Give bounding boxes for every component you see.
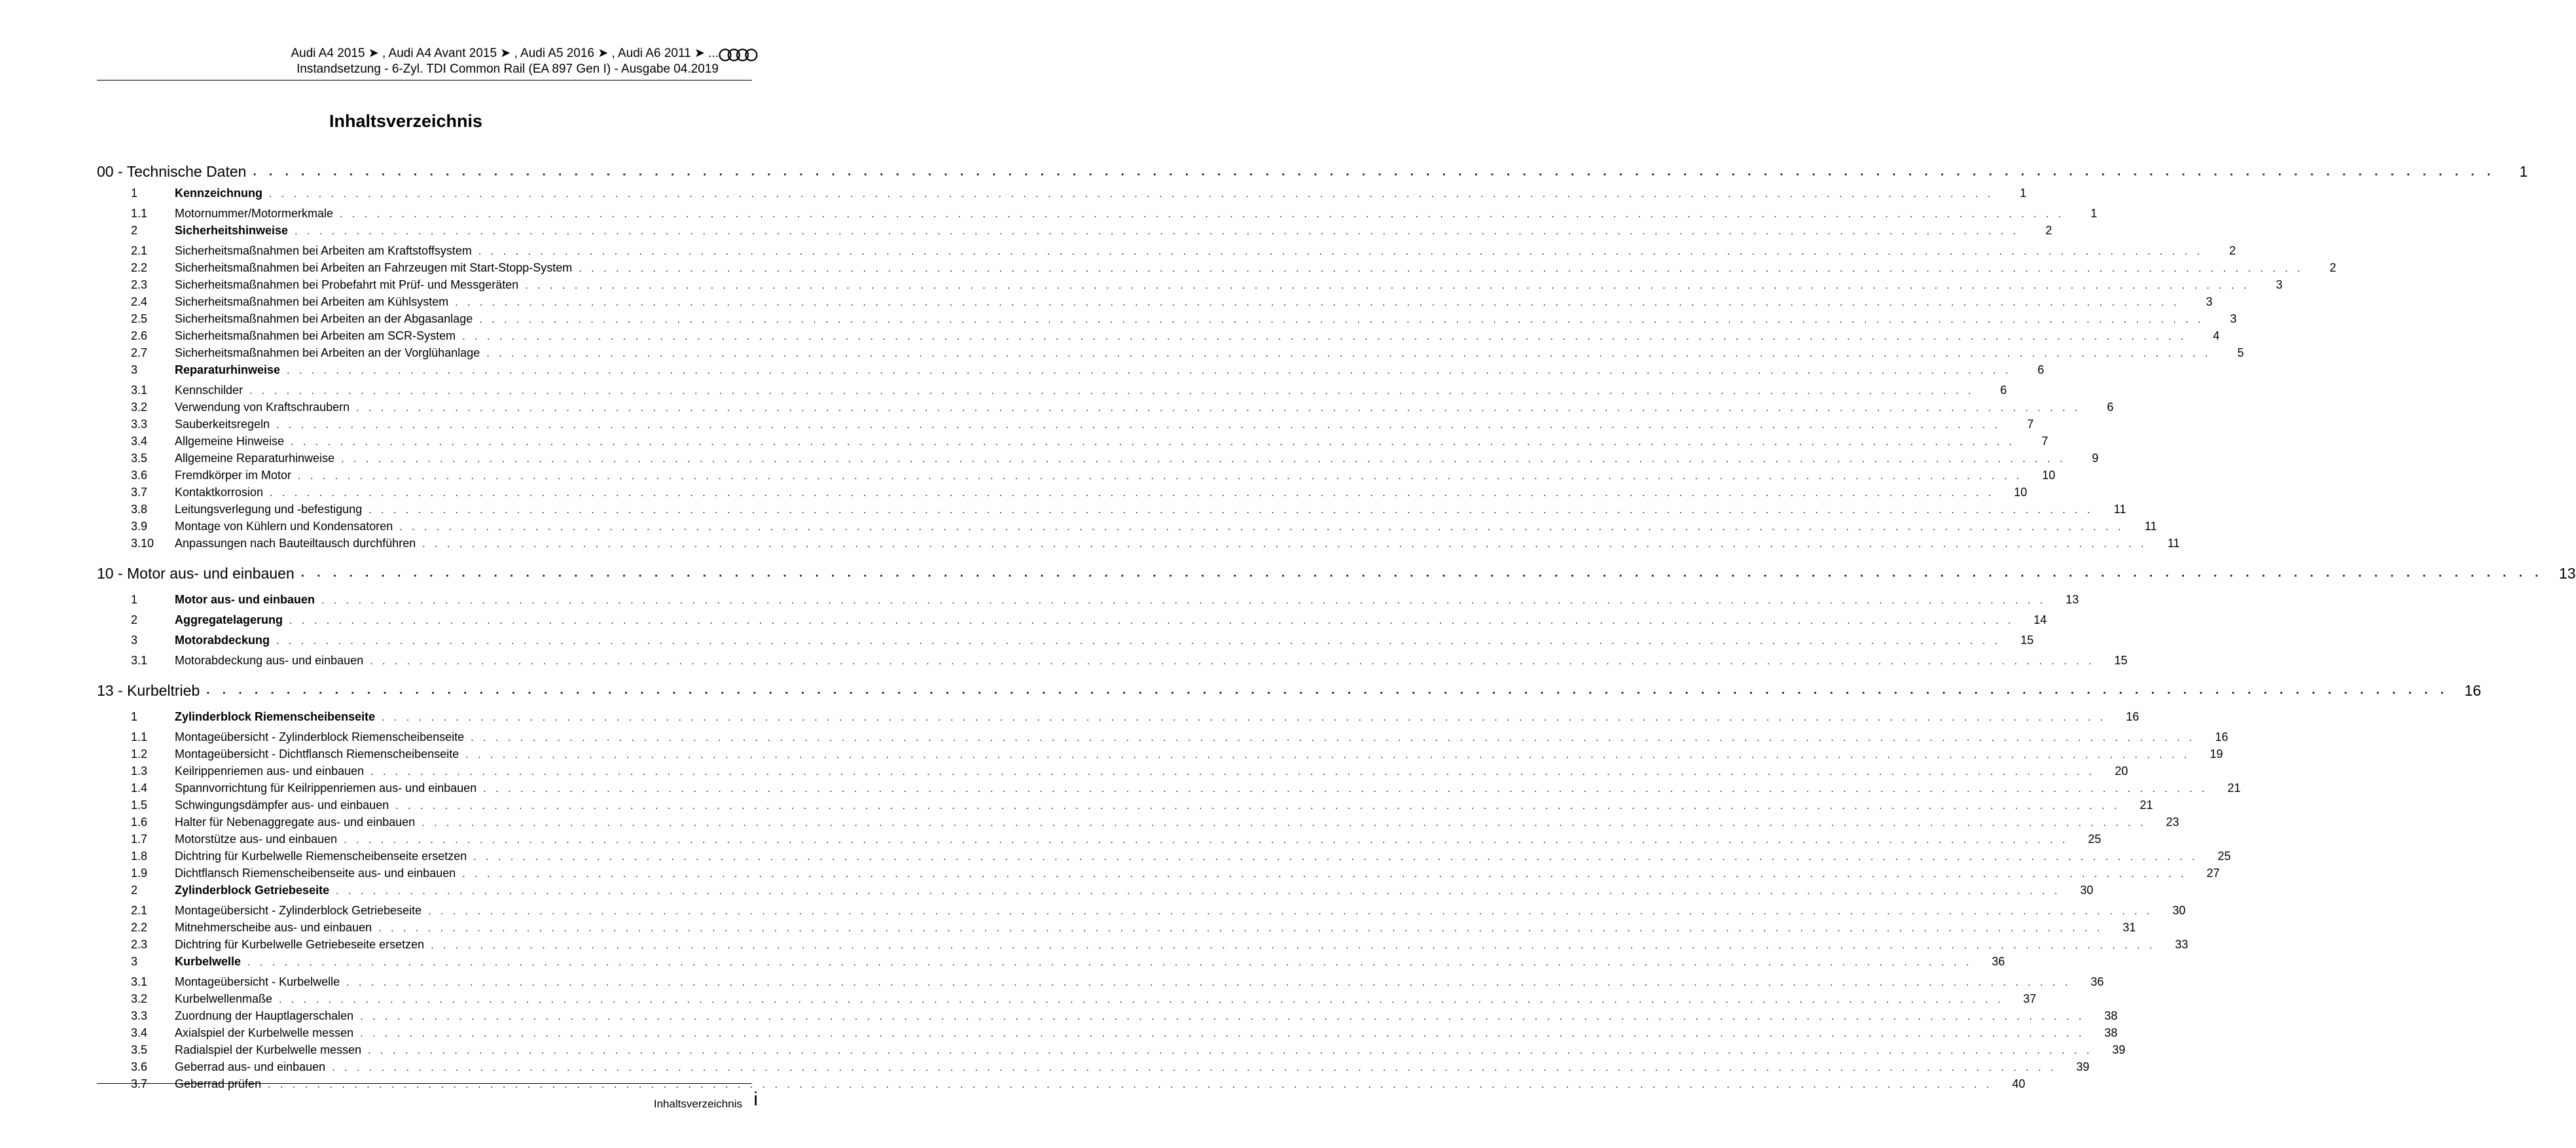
toc-dot-leader: . . . . . . . . . . . . . . . . . . . . . . . . . . . . . . . . . . . . . . . . . . . . . . . . . . . . . . . . . . . . . . . . . . . . . . . . . . . . . . . . . . . . . . . . . . . . . . . . . . . . . . . . . . . . . . . . . . . . . . . . . . . . . . . . . . . . . . . . . . . . — [270, 488, 1995, 499]
toc-sub-entry[interactable] — [97, 850, 2231, 867]
toc-entry-title: Geberrad aus- und einbauen — [175, 1060, 326, 1073]
toc-sub-entry[interactable] — [97, 654, 2128, 671]
toc-entry-page: 36 — [2090, 975, 2104, 988]
toc-sub-entry[interactable] — [97, 816, 2179, 833]
footer-divider — [97, 1083, 752, 1084]
toc-section-entry[interactable] — [97, 884, 2094, 904]
toc-entry-page: 11 — [2113, 503, 2126, 516]
toc-entry-title: Aggregatelagerung — [175, 613, 283, 626]
toc-entry-title: Reparaturhinweise — [175, 363, 281, 376]
toc-dot-leader: . . . . . . . . . . . . . . . . . . . . . . . . . . . . . . . . . . . . . . . . . . . . . . . . . . . . . . . . . . . . . . . . . . . . . . . . . . . . . . . . . . . . . . . . . . . . . . . . . . . . . . . . . . . . . . . . . . . . . . . . . . . . . . . . . . . . . . . . . . . . — [421, 817, 2147, 829]
toc-entry-page: 16 — [2126, 710, 2139, 723]
toc-dot-leader: . . . . . . . . . . . . . . . . . . . . . . . . . . . . . . . . . . . . . . . . . . . . . . . . . . . . . . . . . . . . . . . . . . . . . . . . . . . . . . . . . . . . . . . . . . . . . . . . . . . . . . . . . . . . . . . . . . . . . . . . . . . . . . . . . . . . . . . . . . . . — [473, 852, 2198, 863]
toc-entry-page: 21 — [2227, 781, 2241, 795]
toc-entry-title: Kontaktkorrosion — [175, 486, 264, 499]
toc-entry-number: 3.1 — [131, 975, 148, 988]
toc-dot-leader: . . . . . . . . . . . . . . . . . . . . . . . . . . . . . . . . . . . . . . . . . . . . . . . . . . . . . . . . . . . . . . . . . . . . . . . . . . . . . . . . . . . . . . . . . . . . . . . . . . . . . . . . . . . . . . . . . . . . . . . . . . . . . . . . . . . . . . . . . . . . — [291, 437, 2016, 448]
toc-sub-entry[interactable] — [97, 295, 2213, 312]
toc-dot-leader: . . . . . . . . . . . . . . . . . . . . . . . . . . . . . . . . . . . . . . . . . . . . . . . . . . . . . . . . . . . . . . . . . . . . . . . . . . . . . . . . . . . . . . . . . . . . . . . . . . . . . . . . . . . . . . . . . . . . . . . . . . . . . . . . . . . . . . . . . . . . — [455, 297, 2180, 308]
toc-entry-title: Montageübersicht - Zylinderblock Getriebeseite — [175, 904, 422, 917]
toc-entry-number: 3.4 — [131, 1026, 148, 1039]
toc-sub-entry[interactable] — [97, 384, 2007, 401]
toc-entry-page: 6 — [2107, 401, 2114, 414]
toc-entry-number: 3 — [131, 955, 138, 968]
toc-entry-title: Montageübersicht - Dichtflansch Riemenscheibenseite — [175, 747, 459, 761]
toc-entry-title: Leitungsverlegung und -befestigung — [175, 503, 363, 516]
toc-entry-number: 3.5 — [131, 1043, 148, 1056]
toc-dot-leader: . . . . . . . . . . . . . . . . . . . . . . . . . . . . . . . . . . . . . . . . . . . . . . . . . . . . . . . . . . . . . . . . . . . . . . . . . . . . . . . . . . . . . . . . . . . . . . . . . . . . . . . . . . . . . . . . . . . . . . . . . . . . . . . . . . . . . . . . . . . . — [462, 869, 2187, 880]
toc-entry-title: Sicherheitsmaßnahmen bei Arbeiten am Kühlsystem — [175, 295, 449, 308]
toc-entry-page: 2 — [2045, 224, 2052, 237]
toc-entry-page: 16 — [2464, 681, 2482, 699]
toc-entry-title: Kennzeichnung — [175, 187, 262, 200]
toc-entry-page: 11 — [2167, 537, 2180, 550]
toc-entry-number: 2.3 — [131, 938, 148, 951]
toc-entry-title: Verwendung von Kraftschraubern — [175, 401, 350, 414]
toc-sub-entry[interactable] — [97, 1043, 2126, 1060]
toc-dot-leader: . . . . . . . . . . . . . . . . . . . . . . . . . . . . . . . . . . . . . . . . . . . . . . . . . . . . . . . . . . . . . . . . . . . . . . . . . . . . . . . . . . . . . . . . . . . . . . . . . . . . . . . . . . . . . . . . . . . . . . . . . . . . . . . . . . . . . . . . . . . . — [479, 314, 2204, 325]
toc-entry-page: 3 — [2276, 278, 2283, 291]
toc-dot-leader: . . . . . . . . . . . . . . . . . . . . . . . . . . . . . . . . . . . . . . . . . . . . . . . . . . . . . . . . . . . . . . . . . . . . . . . . . . . . . . . . . . . . . . . . . . . . . . . . . . . . . . . . . . . . . . . . . . . . . . . . . . . . . . . . . . . . . . . . . . . . — [300, 566, 2543, 580]
toc-dot-leader: . . . . . . . . . . . . . . . . . . . . . . . . . . . . . . . . . . . . . . . . . . . . . . . . . . . . . . . . . . . . . . . . . . . . . . . . . . . . . . . . . . . . . . . . . . . . . . . . . . . . . . . . . . . . . . . . . . . . . . . . . . . . . . . . . . . . . . . . . . . . — [360, 1028, 2085, 1039]
toc-entry-title: 13 - Kurbeltrieb — [97, 681, 200, 699]
toc-entry-page: 7 — [2041, 435, 2048, 448]
toc-entry-title: Dichtflansch Riemenscheibenseite aus- und einbauen — [175, 867, 456, 880]
toc-entry-number: 2 — [131, 224, 138, 237]
toc-entry-page: 38 — [2104, 1009, 2118, 1022]
toc-entry-page: 31 — [2122, 921, 2136, 934]
toc-entry-title: Motorabdeckung — [175, 634, 270, 647]
toc-entry-number: 1.7 — [131, 833, 148, 846]
toc-dot-leader: . . . . . . . . . . . . . . . . . . . . . . . . . . . . . . . . . . . . . . . . . . . . . . . . . . . . . . . . . . . . . . . . . . . . . . . . . . . . . . . . . . . . . . . . . . . . . . . . . . . . . . . . . . . . . . . . . . . . . . . . . . . . . . . . . . . . . . . . . . . . — [370, 656, 2095, 667]
toc-entry-page: 5 — [2237, 346, 2244, 359]
toc-sub-entry[interactable] — [97, 975, 2104, 992]
toc-entry-number: 2 — [131, 613, 138, 626]
toc-dot-leader: . . . . . . . . . . . . . . . . . . . . . . . . . . . . . . . . . . . . . . . . . . . . . . . . . . . . . . . . . . . . . . . . . . . . . . . . . . . . . . . . . . . . . . . . . . . . . . . . . . . . . . . . . . . . . . . . . . . . . . . . . . . . . . . . . . . . . . . . . . . . — [360, 1011, 2085, 1022]
toc-entry-number: 1.5 — [131, 798, 148, 812]
toc-entry-title: Kurbelwellenmaße — [175, 992, 273, 1005]
toc-entry-title: Kennschilder — [175, 384, 243, 397]
toc-entry-title: Motor aus- und einbauen — [175, 593, 315, 606]
page-number: i — [753, 1088, 758, 1110]
toc-entry-page: 33 — [2175, 938, 2189, 951]
toc-sub-entry[interactable] — [97, 244, 2236, 261]
toc-dot-leader: . . . . . . . . . . . . . . . . . . . . . . . . . . . . . . . . . . . . . . . . . . . . . . . . . . . . . . . . . . . . . . . . . . . . . . . . . . . . . . . . . . . . . . . . . . . . . . . . . . . . . . . . . . . . . . . . . . . . . . . . . . . . . . . . . . . . . . . . . . . . — [253, 164, 2496, 179]
toc-entry-page: 23 — [2166, 816, 2179, 829]
toc-dot-leader: . . . . . . . . . . . . . . . . . . . . . . . . . . . . . . . . . . . . . . . . . . . . . . . . . . . . . . . . . . . . . . . . . . . . . . . . . . . . . . . . . . . . . . . . . . . . . . . . . . . . . . . . . . . . . . . . . . . . . . . . . . . . . . . . . . . . . . . . . . . . — [431, 940, 2156, 951]
toc-section-entry[interactable] — [97, 363, 2045, 384]
toc-sub-entry[interactable] — [97, 207, 2098, 224]
toc-chapter-entry[interactable] — [97, 671, 2482, 710]
toc-entry-number: 3.4 — [131, 435, 148, 448]
toc-sub-entry[interactable] — [97, 798, 2153, 816]
toc-entry-number: 1.4 — [131, 781, 148, 795]
toc-dot-leader: . . . . . . . . . . . . . . . . . . . . . . . . . . . . . . . . . . . . . . . . . . . . . . . . . . . . . . . . . . . . . . . . . . . . . . . . . . . . . . . . . . . . . . . . . . . . . . . . . . . . . . . . . . . . . . . . . . . . . . . . . . . . . . . . . . . . . . . . . . . . — [382, 712, 2107, 723]
toc-sub-entry[interactable] — [97, 278, 2283, 295]
toc-sub-entry[interactable] — [97, 764, 2128, 781]
toc-entry-number: 2.4 — [131, 295, 148, 308]
toc-entry-page: 25 — [2088, 833, 2102, 846]
toc-entry-title: Sicherheitsmaßnahmen bei Arbeiten am Kraftstoffsystem — [175, 244, 472, 257]
toc-entry-number: 3.5 — [131, 452, 148, 465]
toc-dot-leader: . . . . . . . . . . . . . . . . . . . . . . . . . . . . . . . . . . . . . . . . . . . . . . . . . . . . . . . . . . . . . . . . . . . . . . . . . . . . . . . . . . . . . . . . . . . . . . . . . . . . . . . . . . . . . . . . . . . . . . . . . . . . . . . . . . . . . . . . . . . . — [471, 732, 2196, 744]
toc-entry-number: 2.1 — [131, 244, 148, 257]
toc-entry-title: Sauberkeitsregeln — [175, 418, 270, 431]
toc-entry-title: 10 - Motor aus- und einbauen — [97, 564, 295, 582]
toc-entry-page: 1 — [2020, 187, 2027, 200]
toc-entry-page: 21 — [2139, 798, 2153, 812]
page-title: Inhaltsverzeichnis — [329, 111, 483, 131]
toc-entry-title: Montageübersicht - Zylinderblock Riemenscheibenseite — [175, 730, 465, 744]
toc-entry-title: Halter für Nebenaggregate aus- und einbauen — [175, 816, 416, 829]
toc-section-entry[interactable] — [97, 613, 2047, 634]
toc-entry-title: Kurbelwelle — [175, 955, 241, 968]
toc-dot-leader: . . . . . . . . . . . . . . . . . . . . . . . . . . . . . . . . . . . . . . . . . . . . . . . . . . . . . . . . . . . . . . . . . . . . . . . . . . . . . . . . . . . . . . . . . . . . . . . . . . . . . . . . . . . . . . . . . . . . . . . . . . . . . . . . . . . . . . . . . . . . — [279, 994, 2004, 1005]
toc-sub-entry[interactable] — [97, 261, 2336, 278]
toc-entry-page: 20 — [2115, 764, 2128, 778]
toc-entry-number: 1.8 — [131, 850, 148, 863]
toc-entry-page: 15 — [2020, 634, 2034, 647]
toc-sub-entry[interactable] — [97, 435, 2048, 452]
toc-dot-leader: . . . . . . . . . . . . . . . . . . . . . . . . . . . . . . . . . . . . . . . . . . . . . . . . . . . . . . . . . . . . . . . . . . . . . . . . . . . . . . . . . . . . . . . . . . . . . . . . . . . . . . . . . . . . . . . . . . . . . . . . . . . . . . . . . . . . . . . . . . . . — [428, 906, 2153, 917]
toc-entry-number: 1 — [131, 710, 138, 723]
toc-sub-entry[interactable] — [97, 469, 2056, 486]
toc-dot-leader: . . . . . . . . . . . . . . . . . . . . . . . . . . . . . . . . . . . . . . . . . . . . . . . . . . . . . . . . . . . . . . . . . . . . . . . . . . . . . . . . . . . . . . . . . . . . . . . . . . . . . . . . . . . . . . . . . . . . . . . . . . . . . . . . . . . . . . . . . . . . — [206, 683, 2449, 697]
toc-entry-title: Sicherheitsmaßnahmen bei Arbeiten an Fahrzeugen mit Start-Stopp-System — [175, 261, 573, 274]
toc-entry-page: 9 — [2092, 452, 2099, 465]
toc-entry-page: 14 — [2033, 613, 2047, 626]
toc-entry-number: 1.1 — [131, 207, 148, 220]
toc-entry-page: 38 — [2104, 1026, 2118, 1039]
toc-dot-leader: . . . . . . . . . . . . . . . . . . . . . . . . . . . . . . . . . . . . . . . . . . . . . . . . . . . . . . . . . . . . . . . . . . . . . . . . . . . . . . . . . . . . . . . . . . . . . . . . . . . . . . . . . . . . . . . . . . . . . . . . . . . . . . . . . . . . . . . . . . . . — [247, 957, 1973, 968]
toc-dot-leader: . . . . . . . . . . . . . . . . . . . . . . . . . . . . . . . . . . . . . . . . . . . . . . . . . . . . . . . . . . . . . . . . . . . . . . . . . . . . . . . . . . . . . . . . . . . . . . . . . . . . . . . . . . . . . . . . . . . . . . . . . . . . . . . . . . . . . . . . . . . . — [341, 454, 2066, 465]
toc-dot-leader: . . . . . . . . . . . . . . . . . . . . . . . . . . . . . . . . . . . . . . . . . . . . . . . . . . . . . . . . . . . . . . . . . . . . . . . . . . . . . . . . . . . . . . . . . . . . . . . . . . . . . . . . . . . . . . . . . . . . . . . . . . . . . . . . . . . . . . . . . . . . — [276, 636, 2001, 647]
toc-entry-number: 2.2 — [131, 921, 148, 934]
toc-entry-number: 3.2 — [131, 401, 148, 414]
toc-entry-title: Sicherheitsmaßnahmen bei Arbeiten an der Vorglühanlage — [175, 346, 480, 359]
toc-entry-page: 27 — [2206, 867, 2220, 880]
toc-entry-number: 2.3 — [131, 278, 148, 291]
toc-sub-entry[interactable] — [97, 904, 2186, 921]
toc-entry-number: 1 — [131, 187, 138, 200]
toc-sub-entry[interactable] — [97, 921, 2136, 938]
header-manual-edition: Instandsetzung - 6-Zyl. TDI Common Rail (EA 897 Gen I) - Ausgabe 04.2019 — [296, 62, 719, 76]
toc-entry-title: Keilrippenriemen aus- und einbauen — [175, 764, 365, 778]
toc-sub-entry[interactable] — [97, 520, 2157, 537]
toc-entry-title: Motornummer/Motormerkmale — [175, 207, 334, 220]
toc-chapter-entry[interactable] — [97, 157, 2528, 187]
toc-entry-number: 2.2 — [131, 261, 148, 274]
toc-entry-title: Montage von Kühlern und Kondensatoren — [175, 520, 393, 533]
toc-entry-number: 2.7 — [131, 346, 148, 359]
toc-dot-leader: . . . . . . . . . . . . . . . . . . . . . . . . . . . . . . . . . . . . . . . . . . . . . . . . . . . . . . . . . . . . . . . . . . . . . . . . . . . . . . . . . . . . . . . . . . . . . . . . . . . . . . . . . . . . . . . . . . . . . . . . . . . . . . . . . . . . . . . . . . . . — [276, 420, 2001, 431]
toc-entry-title: Allgemeine Hinweise — [175, 435, 285, 448]
toc-entry-number: 1.6 — [131, 816, 148, 829]
toc-entry-number: 3.9 — [131, 520, 148, 533]
toc-entry-title: Sicherheitsmaßnahmen bei Probefahrt mit Prüf- und Messgeräten — [175, 278, 519, 291]
toc-dot-leader: . . . . . . . . . . . . . . . . . . . . . . . . . . . . . . . . . . . . . . . . . . . . . . . . . . . . . . . . . . . . . . . . . . . . . . . . . . . . . . . . . . . . . . . . . . . . . . . . . . . . . . . . . . . . . . . . . . . . . . . . . . . . . . . . . . . . . . . . . . . . — [579, 263, 2304, 274]
toc-dot-leader: . . . . . . . . . . . . . . . . . . . . . . . . . . . . . . . . . . . . . . . . . . . . . . . . . . . . . . . . . . . . . . . . . . . . . . . . . . . . . . . . . . . . . . . . . . . . . . . . . . . . . . . . . . . . . . . . . . . . . . . . . . . . . . . . . . . . . . . . . . . . — [269, 188, 1994, 200]
toc-dot-leader: . . . . . . . . . . . . . . . . . . . . . . . . . . . . . . . . . . . . . . . . . . . . . . . . . . . . . . . . . . . . . . . . . . . . . . . . . . . . . . . . . . . . . . . . . . . . . . . . . . . . . . . . . . . . . . . . . . . . . . . . . . . . . . . . . . . . . . . . . . . . — [298, 471, 2023, 482]
toc-entry-page: 11 — [2144, 520, 2157, 533]
toc-dot-leader: . . . . . . . . . . . . . . . . . . . . . . . . . . . . . . . . . . . . . . . . . . . . . . . . . . . . . . . . . . . . . . . . . . . . . . . . . . . . . . . . . . . . . . . . . . . . . . . . . . . . . . . . . . . . . . . . . . . . . . . . . . . . . . . . . . . . . . . . . . . . — [378, 923, 2103, 934]
toc-sub-entry[interactable] — [97, 867, 2220, 884]
toc-section-entry[interactable] — [97, 710, 2139, 730]
toc-dot-leader: . . . . . . . . . . . . . . . . . . . . . . . . . . . . . . . . . . . . . . . . . . . . . . . . . . . . . . . . . . . . . . . . . . . . . . . . . . . . . . . . . . . . . . . . . . . . . . . . . . . . . . . . . . . . . . . . . . . . . . . . . . . . . . . . . . . . . . . . . . . . — [370, 766, 2096, 778]
toc-entry-page: 10 — [2042, 469, 2056, 482]
toc-entry-number: 3 — [131, 363, 138, 376]
toc-dot-leader: . . . . . . . . . . . . . . . . . . . . . . . . . . . . . . . . . . . . . . . . . . . . . . . . . . . . . . . . . . . . . . . . . . . . . . . . . . . . . . . . . . . . . . . . . . . . . . . . . . . . . . . . . . . . . . . . . . . . . . . . . . . . . . . . . . . . . . . . . . . . — [340, 209, 2065, 220]
toc-entry-number: 3.1 — [131, 654, 148, 667]
toc-entry-title: Montageübersicht - Kurbelwelle — [175, 975, 340, 988]
toc-entry-number: 3.3 — [131, 418, 148, 431]
toc-dot-leader: . . . . . . . . . . . . . . . . . . . . . . . . . . . . . . . . . . . . . . . . . . . . . . . . . . . . . . . . . . . . . . . . . . . . . . . . . . . . . . . . . . . . . . . . . . . . . . . . . . . . . . . . . . . . . . . . . . . . . . . . . . . . . . . . . . . . . . . . . . . . — [287, 365, 2012, 376]
toc-entry-title: Dichtring für Kurbelwelle Getriebeseite ersetzen — [175, 938, 425, 951]
toc-dot-leader: . . . . . . . . . . . . . . . . . . . . . . . . . . . . . . . . . . . . . . . . . . . . . . . . . . . . . . . . . . . . . . . . . . . . . . . . . . . . . . . . . . . . . . . . . . . . . . . . . . . . . . . . . . . . . . . . . . . . . . . . . . . . . . . . . . . . . . . . . . . . — [395, 800, 2120, 812]
toc-entry-number: 1.2 — [131, 747, 148, 761]
toc-entry-page: 16 — [2215, 730, 2228, 744]
toc-entry-number: 3.2 — [131, 992, 148, 1005]
footer-label: Inhaltsverzeichnis — [653, 1098, 742, 1110]
toc-sub-entry[interactable] — [97, 1060, 2090, 1077]
toc-entry-page: 3 — [2206, 295, 2213, 308]
toc-entry-page: 4 — [2213, 329, 2220, 342]
toc-entry-page: 39 — [2112, 1043, 2126, 1056]
toc-entry-number: 2.1 — [131, 904, 148, 917]
toc-sub-entry[interactable] — [97, 346, 2244, 363]
header-divider — [97, 80, 752, 81]
toc-entry-number: 3.6 — [131, 469, 148, 482]
toc-entry-page: 2 — [2229, 244, 2236, 257]
toc-section-entry[interactable] — [97, 224, 2052, 244]
toc-entry-page: 6 — [2037, 363, 2045, 376]
toc-entry-title: Schwingungsdämpfer aus- und einbauen — [175, 798, 389, 812]
toc-section-entry[interactable] — [97, 593, 2079, 613]
toc-dot-leader: . . . . . . . . . . . . . . . . . . . . . . . . . . . . . . . . . . . . . . . . . . . . . . . . . . . . . . . . . . . . . . . . . . . . . . . . . . . . . . . . . . . . . . . . . . . . . . . . . . . . . . . . . . . . . . . . . . . . . . . . . . . . . . . . . . . . . . . . . . . . — [295, 226, 2020, 237]
toc-dot-leader: . . . . . . . . . . . . . . . . . . . . . . . . . . . . . . . . . . . . . . . . . . . . . . . . . . . . . . . . . . . . . . . . . . . . . . . . . . . . . . . . . . . . . . . . . . . . . . . . . . . . . . . . . . . . . . . . . . . . . . . . . . . . . . . . . . . . . . . . . . . . — [346, 977, 2071, 988]
toc-dot-leader: . . . . . . . . . . . . . . . . . . . . . . . . . . . . . . . . . . . . . . . . . . . . . . . . . . . . . . . . . . . . . . . . . . . . . . . . . . . . . . . . . . . . . . . . . . . . . . . . . . . . . . . . . . . . . . . . . . . . . . . . . . . . . . . . . . . . . . . . . . . . — [486, 348, 2211, 359]
header-vehicle-models: Audi A4 2015 ➤ , Audi A4 Avant 2015 ➤ , Audi A5 2016 ➤ , Audi A6 2011 ➤ ... — [291, 46, 719, 60]
toc-dot-leader: . . . . . . . . . . . . . . . . . . . . . . . . . . . . . . . . . . . . . . . . . . . . . . . . . . . . . . . . . . . . . . . . . . . . . . . . . . . . . . . . . . . . . . . . . . . . . . . . . . . . . . . . . . . . . . . . . . . . . . . . . . . . . . . . . . . . . . . . . . . . — [336, 886, 2061, 897]
toc-dot-leader: . . . . . . . . . . . . . . . . . . . . . . . . . . . . . . . . . . . . . . . . . . . . . . . . . . . . . . . . . . . . . . . . . . . . . . . . . . . . . . . . . . . . . . . . . . . . . . . . . . . . . . . . . . . . . . . . . . . . . . . . . . . . . . . . . . . . . . . . . . . . — [465, 749, 2191, 761]
toc-sub-entry[interactable] — [97, 486, 2028, 503]
toc-dot-leader: . . . . . . . . . . . . . . . . . . . . . . . . . . . . . . . . . . . . . . . . . . . . . . . . . . . . . . . . . . . . . . . . . . . . . . . . . . . . . . . . . . . . . . . . . . . . . . . . . . . . . . . . . . . . . . . . . . . . . . . . . . . . . . . . . . . . . . . . . . . . — [249, 386, 1975, 397]
toc-sub-entry[interactable] — [97, 329, 2220, 346]
toc-dot-leader: . . . . . . . . . . . . . . . . . . . . . . . . . . . . . . . . . . . . . . . . . . . . . . . . . . . . . . . . . . . . . . . . . . . . . . . . . . . . . . . . . . . . . . . . . . . . . . . . . . . . . . . . . . . . . . . . . . . . . . . . . . . . . . . . . . . . . . . . . . . . — [321, 595, 2047, 606]
toc-entry-page: 30 — [2080, 884, 2094, 897]
toc-entry-number: 3.8 — [131, 503, 148, 516]
toc-entry-page: 10 — [2014, 486, 2028, 499]
toc-sub-entry[interactable] — [97, 503, 2126, 520]
toc-entry-title: Spannvorrichtung für Keilrippenriemen aus- und einbauen — [175, 781, 477, 795]
toc-dot-leader: . . . . . . . . . . . . . . . . . . . . . . . . . . . . . . . . . . . . . . . . . . . . . . . . . . . . . . . . . . . . . . . . . . . . . . . . . . . . . . . . . . . . . . . . . . . . . . . . . . . . . . . . . . . . . . . . . . . . . . . . . . . . . . . . . . . . . . . . . . . . — [462, 331, 2187, 342]
toc-sub-entry[interactable] — [97, 730, 2228, 747]
toc-section-entry[interactable] — [97, 187, 2027, 207]
toc-entry-number: 3.10 — [131, 537, 154, 550]
toc-entry-title: Axialspiel der Kurbelwelle messen — [175, 1026, 354, 1039]
toc-entry-title: Motorstütze aus- und einbauen — [175, 833, 338, 846]
toc-entry-title: Zylinderblock Riemenscheibenseite — [175, 710, 376, 723]
toc-dot-leader: . . . . . . . . . . . . . . . . . . . . . . . . . . . . . . . . . . . . . . . . . . . . . . . . . . . . . . . . . . . . . . . . . . . . . . . . . . . . . . . . . . . . . . . . . . . . . . . . . . . . . . . . . . . . . . . . . . . . . . . . . . . . . . . . . . . . . . . . . . . . — [368, 1045, 2093, 1056]
toc-entry-title: Mitnehmerscheibe aus- und einbauen — [175, 921, 372, 934]
toc-entry-page: 37 — [2023, 992, 2037, 1005]
toc-sub-entry[interactable] — [97, 537, 2180, 554]
toc-dot-leader: . . . . . . . . . . . . . . . . . . . . . . . . . . . . . . . . . . . . . . . . . . . . . . . . . . . . . . . . . . . . . . . . . . . . . . . . . . . . . . . . . . . . . . . . . . . . . . . . . . . . . . . . . . . . . . . . . . . . . . . . . . . . . . . . . . . . . . . . . . . . — [525, 280, 2250, 291]
toc-dot-leader: . . . . . . . . . . . . . . . . . . . . . . . . . . . . . . . . . . . . . . . . . . . . . . . . . . . . . . . . . . . . . . . . . . . . . . . . . . . . . . . . . . . . . . . . . . . . . . . . . . . . . . . . . . . . . . . . . . . . . . . . . . . . . . . . . . . . . . . . . . . . — [478, 246, 2204, 257]
toc-entry-title: Zuordnung der Hauptlagerschalen — [175, 1009, 354, 1022]
toc-sub-entry[interactable] — [97, 418, 2034, 435]
toc-section-entry[interactable] — [97, 955, 2005, 975]
toc-entry-page: 2 — [2329, 261, 2336, 274]
audi-rings-logo-icon — [719, 47, 758, 63]
toc-entry-page: 19 — [2209, 747, 2223, 761]
toc-dot-leader: . . . . . . . . . . . . . . . . . . . . . . . . . . . . . . . . . . . . . . . . . . . . . . . . . . . . . . . . . . . . . . . . . . . . . . . . . . . . . . . . . . . . . . . . . . . . . . . . . . . . . . . . . . . . . . . . . . . . . . . . . . . . . . . . . . . . . . . . . . . . — [268, 1079, 1993, 1090]
toc-entry-title: Allgemeine Reparaturhinweise — [175, 452, 335, 465]
toc-entry-page: 36 — [1992, 955, 2005, 968]
toc-entry-title: Anpassungen nach Bauteiltausch durchführen — [175, 537, 416, 550]
toc-entry-number: 3.1 — [131, 384, 148, 397]
toc-entry-number: 3 — [131, 634, 138, 647]
toc-entry-number: 2 — [131, 884, 138, 897]
toc-dot-leader: . . . . . . . . . . . . . . . . . . . . . . . . . . . . . . . . . . . . . . . . . . . . . . . . . . . . . . . . . . . . . . . . . . . . . . . . . . . . . . . . . . . . . . . . . . . . . . . . . . . . . . . . . . . . . . . . . . . . . . . . . . . . . . . . . . . . . . . . . . . . — [344, 834, 2069, 846]
toc-entry-number: 1.1 — [131, 730, 148, 744]
toc-entry-title: Zylinderblock Getriebeseite — [175, 884, 330, 897]
toc-entry-number: 1.9 — [131, 867, 148, 880]
toc-chapter-entry[interactable] — [97, 554, 2576, 593]
toc-sub-entry[interactable] — [97, 992, 2037, 1009]
toc-entry-page: 30 — [2172, 904, 2186, 917]
toc-entry-number: 2.5 — [131, 312, 148, 325]
toc-entry-number: 2.6 — [131, 329, 148, 342]
toc-entry-title: Motorabdeckung aus- und einbauen — [175, 654, 364, 667]
toc-dot-leader: . . . . . . . . . . . . . . . . . . . . . . . . . . . . . . . . . . . . . . . . . . . . . . . . . . . . . . . . . . . . . . . . . . . . . . . . . . . . . . . . . . . . . . . . . . . . . . . . . . . . . . . . . . . . . . . . . . . . . . . . . . . . . . . . . . . . . . . . . . . . — [332, 1062, 2057, 1073]
toc-sub-entry[interactable] — [97, 1009, 2118, 1026]
toc-sub-entry[interactable] — [97, 938, 2189, 955]
toc-dot-leader: . . . . . . . . . . . . . . . . . . . . . . . . . . . . . . . . . . . . . . . . . . . . . . . . . . . . . . . . . . . . . . . . . . . . . . . . . . . . . . . . . . . . . . . . . . . . . . . . . . . . . . . . . . . . . . . . . . . . . . . . . . . . . . . . . . . . . . . . . . . . — [399, 522, 2124, 533]
toc-entry-title: Sicherheitsmaßnahmen bei Arbeiten an der Abgasanlage — [175, 312, 473, 325]
toc-dot-leader: . . . . . . . . . . . . . . . . . . . . . . . . . . . . . . . . . . . . . . . . . . . . . . . . . . . . . . . . . . . . . . . . . . . . . . . . . . . . . . . . . . . . . . . . . . . . . . . . . . . . . . . . . . . . . . . . . . . . . . . . . . . . . . . . . . . . . . . . . . . . — [368, 505, 2094, 516]
toc-sub-entry[interactable] — [97, 747, 2223, 764]
toc-entry-page: 15 — [2114, 654, 2128, 667]
toc-entry-number: 1.3 — [131, 764, 148, 778]
toc-entry-number: 3.7 — [131, 486, 148, 499]
toc-entry-title: 00 - Technische Daten — [97, 163, 247, 180]
toc-entry-page: 13 — [2066, 593, 2079, 606]
toc-entry-page: 1 — [2090, 207, 2098, 220]
toc-dot-leader: . . . . . . . . . . . . . . . . . . . . . . . . . . . . . . . . . . . . . . . . . . . . . . . . . . . . . . . . . . . . . . . . . . . . . . . . . . . . . . . . . . . . . . . . . . . . . . . . . . . . . . . . . . . . . . . . . . . . . . . . . . . . . . . . . . . . . . . . . . . . — [289, 615, 2014, 626]
toc-sub-entry[interactable] — [97, 401, 2114, 418]
toc-entry-number: 3.6 — [131, 1060, 148, 1073]
toc-sub-entry[interactable] — [97, 1026, 2118, 1043]
toc-entry-number: 3.7 — [131, 1077, 148, 1090]
toc-entry-number: 1 — [131, 593, 138, 606]
toc-entry-page: 13 — [2558, 564, 2576, 582]
toc-sub-entry[interactable] — [97, 781, 2241, 798]
table-of-contents — [97, 157, 2576, 1094]
toc-entry-title: Radialspiel der Kurbelwelle messen — [175, 1043, 362, 1056]
toc-dot-leader: . . . . . . . . . . . . . . . . . . . . . . . . . . . . . . . . . . . . . . . . . . . . . . . . . . . . . . . . . . . . . . . . . . . . . . . . . . . . . . . . . . . . . . . . . . . . . . . . . . . . . . . . . . . . . . . . . . . . . . . . . . . . . . . . . . . . . . . . . . . . — [356, 403, 2081, 414]
toc-entry-title: Sicherheitshinweise — [175, 224, 289, 237]
toc-dot-leader: . . . . . . . . . . . . . . . . . . . . . . . . . . . . . . . . . . . . . . . . . . . . . . . . . . . . . . . . . . . . . . . . . . . . . . . . . . . . . . . . . . . . . . . . . . . . . . . . . . . . . . . . . . . . . . . . . . . . . . . . . . . . . . . . . . . . . . . . . . . . — [422, 539, 2147, 550]
toc-sub-entry[interactable] — [97, 1077, 2026, 1094]
toc-entry-page: 25 — [2217, 850, 2231, 863]
toc-entry-page: 6 — [2000, 384, 2007, 397]
toc-sub-entry[interactable] — [97, 452, 2099, 469]
toc-entry-page: 7 — [2027, 418, 2034, 431]
toc-entry-title: Sicherheitsmaßnahmen bei Arbeiten am SCR-System — [175, 329, 456, 342]
toc-entry-title: Fremdkörper im Motor — [175, 469, 292, 482]
toc-entry-page: 40 — [2012, 1077, 2026, 1090]
document-header — [64, 46, 719, 77]
toc-entry-number: 3.3 — [131, 1009, 148, 1022]
toc-entry-page: 1 — [2519, 163, 2528, 180]
toc-entry-page: 39 — [2076, 1060, 2090, 1073]
toc-entry-title: Dichtring für Kurbelwelle Riemenscheibenseite ersetzen — [175, 850, 467, 863]
toc-sub-entry[interactable] — [97, 312, 2237, 329]
toc-dot-leader: . . . . . . . . . . . . . . . . . . . . . . . . . . . . . . . . . . . . . . . . . . . . . . . . . . . . . . . . . . . . . . . . . . . . . . . . . . . . . . . . . . . . . . . . . . . . . . . . . . . . . . . . . . . . . . . . . . . . . . . . . . . . . . . . . . . . . . . . . . . . — [483, 783, 2208, 795]
toc-entry-page: 3 — [2230, 312, 2237, 325]
toc-section-entry[interactable] — [97, 634, 2034, 654]
toc-sub-entry[interactable] — [97, 833, 2102, 850]
toc-entry-title: Geberrad prüfen — [175, 1077, 262, 1090]
